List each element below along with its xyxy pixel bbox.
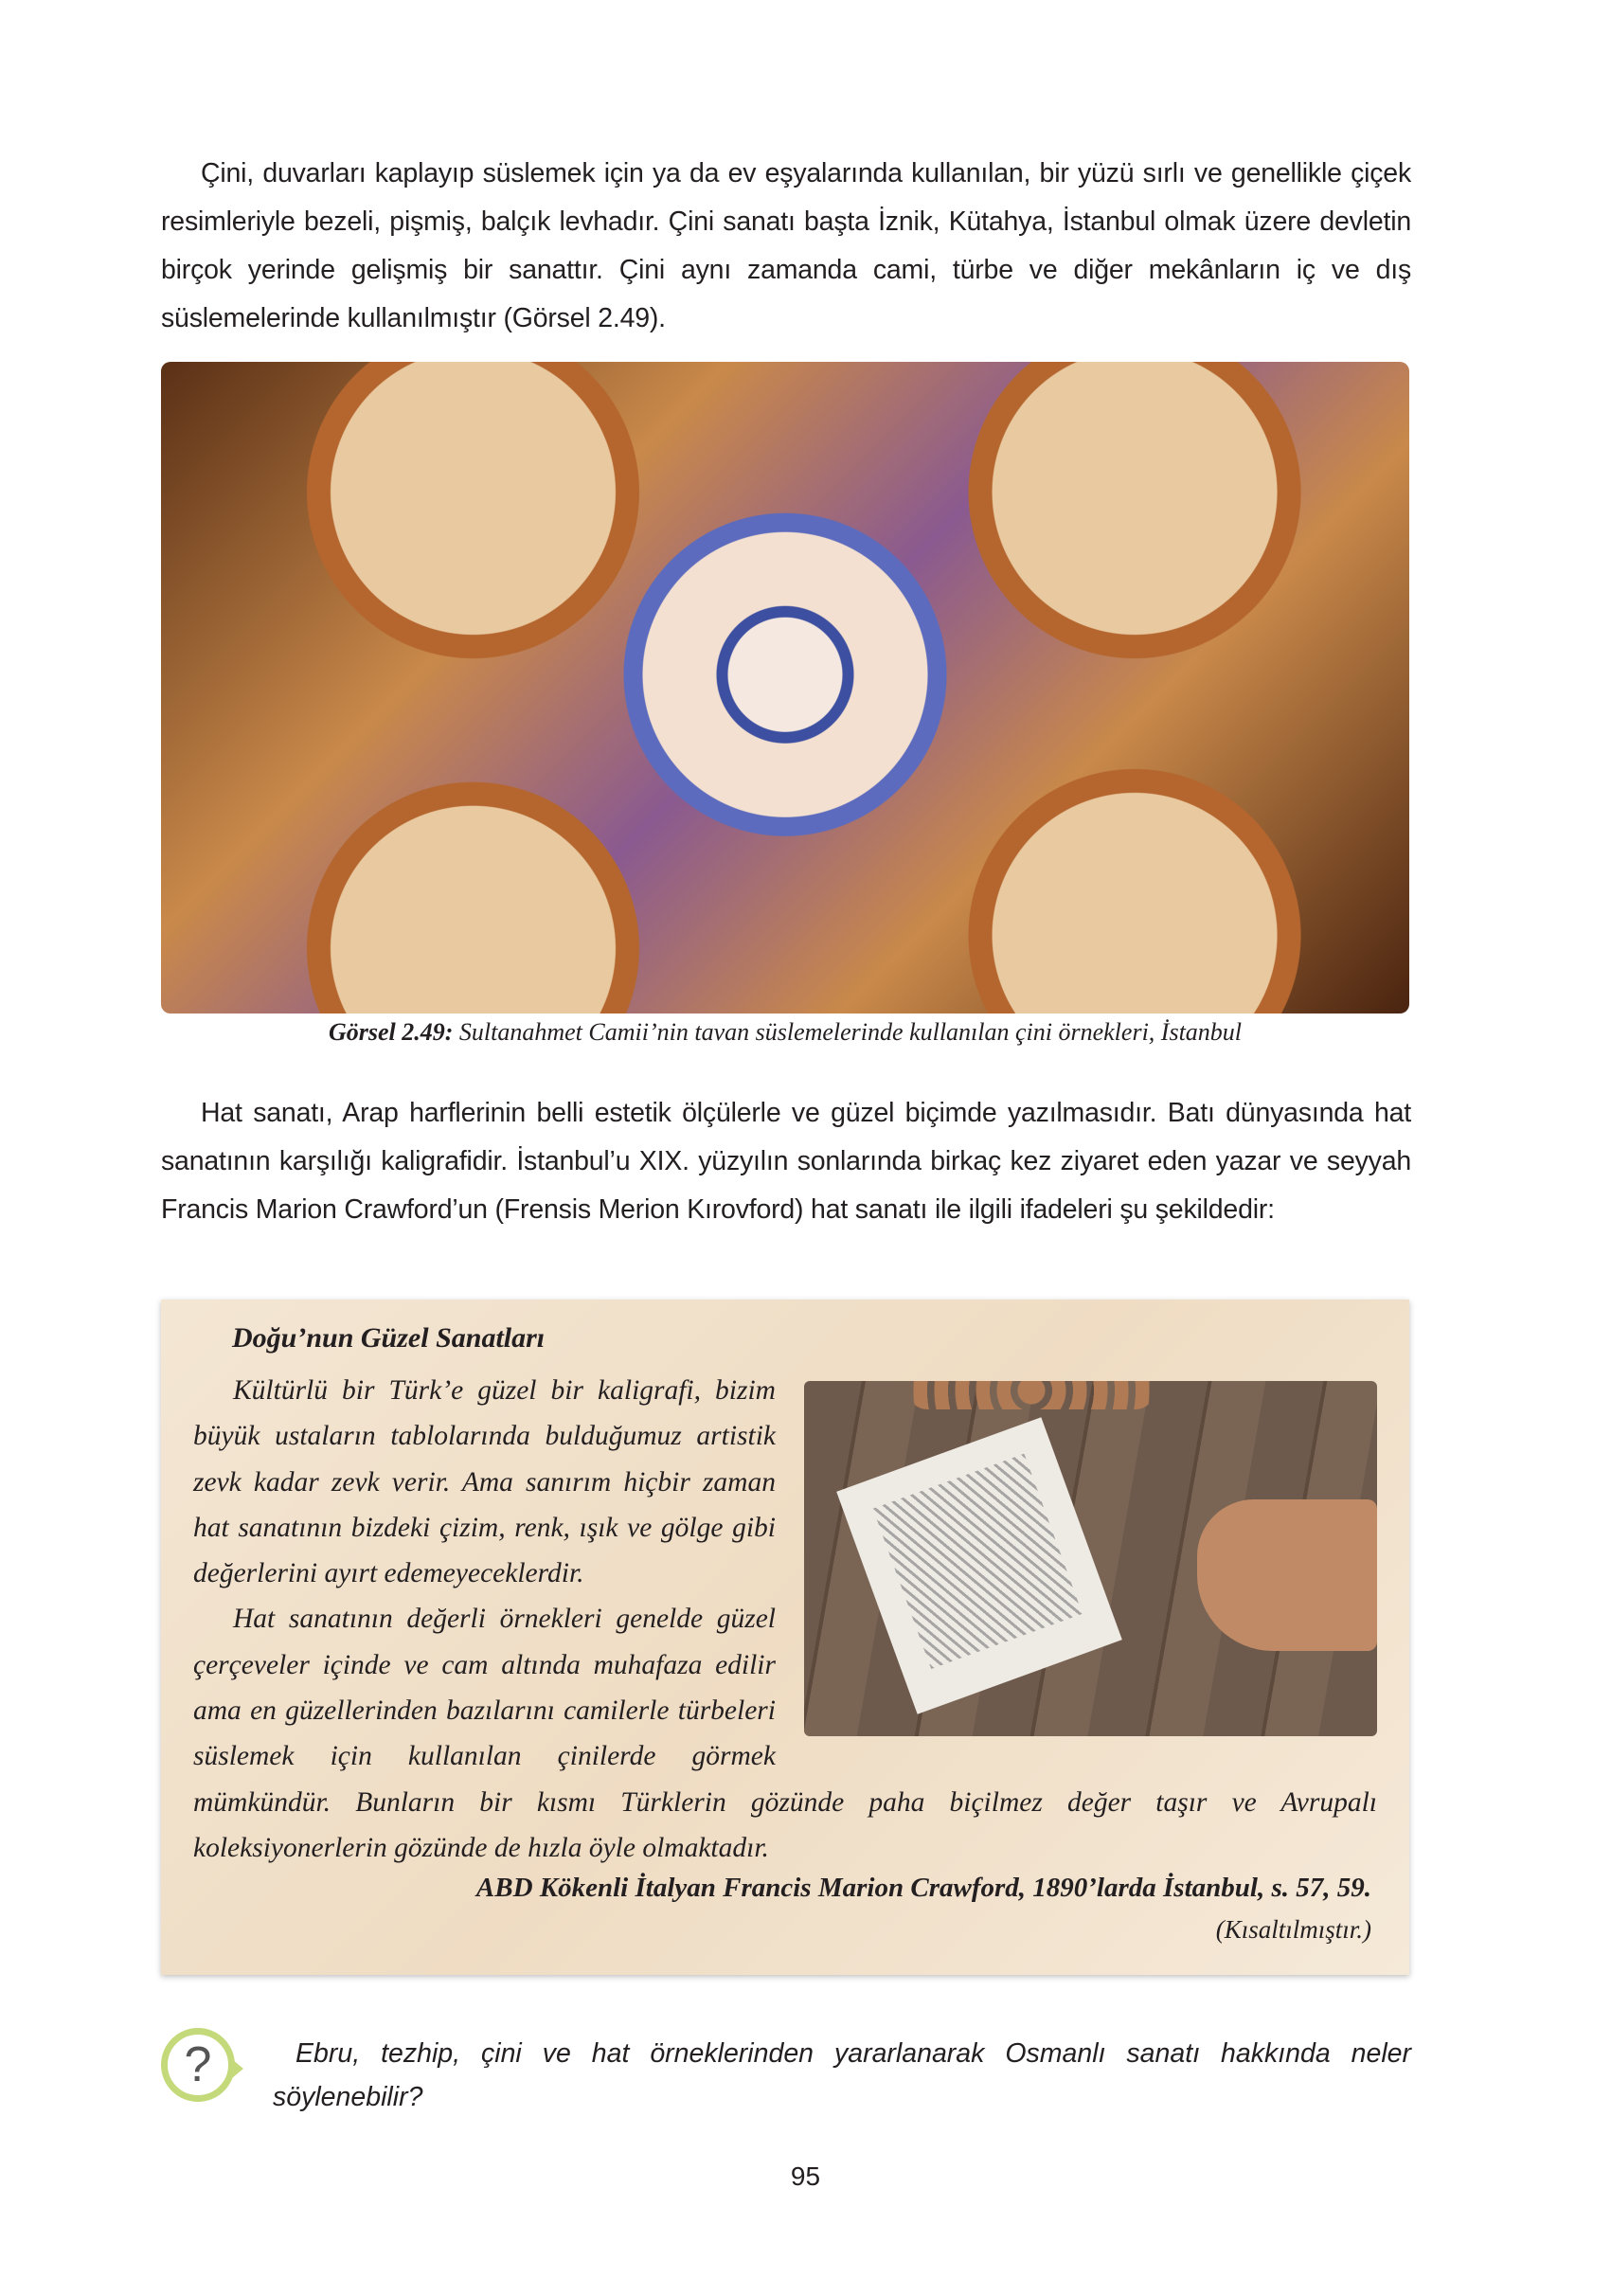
figure-label: Görsel 2.49: bbox=[328, 1018, 454, 1046]
quote-text bbox=[193, 1368, 1377, 1871]
mosque-ceiling-photo bbox=[161, 362, 1409, 1013]
question-mark: ? bbox=[184, 2037, 212, 2092]
prayer-beads bbox=[908, 1381, 1155, 1409]
quote-source: ABD Kökenli İtalyan Francis Marion Crawford, 1890’larda İstanbul, s. 57, 59. bbox=[475, 1873, 1371, 1903]
quote-box bbox=[161, 1300, 1409, 1975]
quote-note: (Kısaltılmıştır.) bbox=[1215, 1915, 1371, 1944]
writing-hand bbox=[1197, 1499, 1377, 1651]
quote-paragraph-1: Kültürlü bir Türk’e güzel bir kaligrafi, bizim büyük ustaların tablolarında bulduğumuz artistik zevk kadar zevk verir. Ama sanırım hiçbir zaman hat sanatının bizdeki çizim, renk, ışık ve gölge gibi değerlerini ayırt edemeyeceklerdir. bbox=[193, 1375, 776, 1589]
quote-title: Doğu’nun Güzel Sanatları bbox=[232, 1322, 546, 1354]
calligraphy-paragraph: Hat sanatı, Arap harflerinin belli estetik ölçülerle ve güzel biçimde yazılmasıdır. Batı dünyasında hat sanatının karşılığı kaligrafidir. İstanbul’u XIX. yüzyılın sonlarında birkaç kez ziyaret eden yazar ve seyyah Francis Marion Crawford’un (Frensis Merion Kırovford) hat sanatı ile ilgili ifadeleri şu şekildedir: bbox=[161, 1098, 1411, 1225]
calligraphy-photo bbox=[804, 1381, 1377, 1736]
figure-caption-text: Sultanahmet Camii’nin tavan süslemelerinde kullanılan çini örnekleri, İstanbul bbox=[458, 1018, 1243, 1046]
question-text: Ebru, tezhip, çini ve hat örneklerinden yararlanarak Osmanlı sanatı hakkında neler söylenebilir? bbox=[273, 2038, 1411, 2112]
quote-paragraph-2: Hat sanatının değerli örnekleri genelde güzel çerçeveler içinde ve cam altında muhafaza edilir ama en güzellerinden bazılarını camilerle türbeleri süslemek için kullanılan çinilerde görmek mümkündür. Bunların bir kısmı Türklerin gözünde paha biçilmez değer taşır ve Avrupalı koleksiyonerlerin gözünde de hızla öyle olmaktadır. bbox=[193, 1604, 1377, 1863]
intro-paragraph: Çini, duvarları kaplayıp süslemek için ya da ev eşyalarında kullanılan, bir yüzü sırlı ve genellikle çiçek resimleriyle bezeli, pişmiş, balçık levhadır. Çini sanatı başta İznik, Kütahya, İstanbul olmak üzere devletin birçok yerinde gelişmiş bir sanattır. Çini aynı zamanda cami, türbe ve diğer mekânların iç ve dış süslemelerinde kullanılmıştır (Görsel 2.49). bbox=[161, 158, 1411, 333]
figure-caption bbox=[161, 1018, 1409, 1047]
question-icon bbox=[161, 2028, 235, 2102]
calligraphy-paper bbox=[836, 1417, 1122, 1714]
page-number: 95 bbox=[790, 2161, 821, 2191]
